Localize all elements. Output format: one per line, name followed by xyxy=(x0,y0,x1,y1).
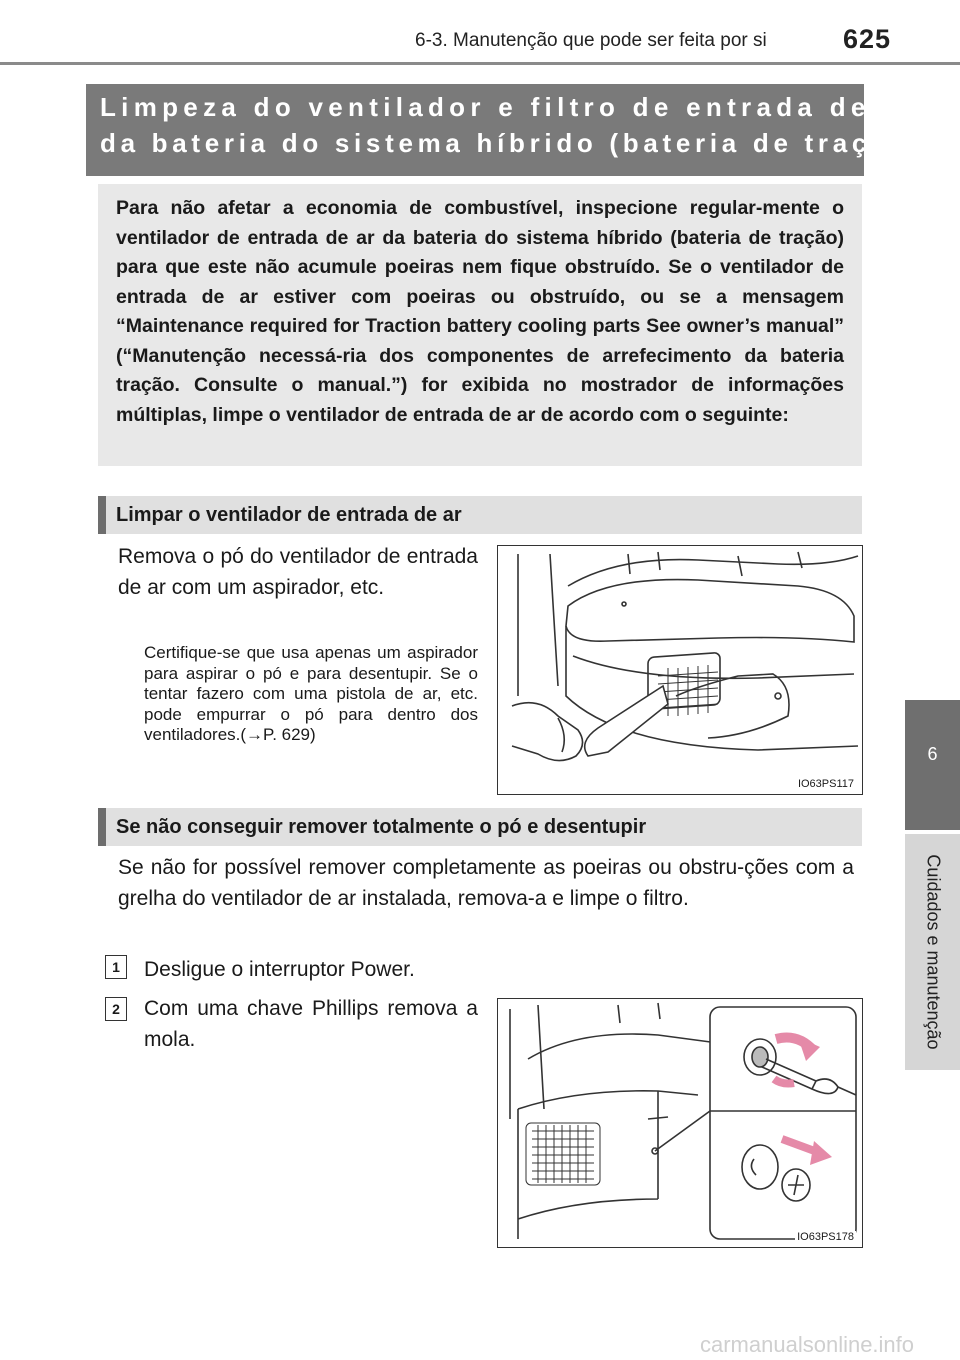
step-text-2: Com uma chave Phillips remova a mola. xyxy=(144,997,478,1051)
clip-illustration xyxy=(498,999,862,1247)
section-breadcrumb: 6-3. Manutenção que pode ser feita por si xyxy=(415,30,767,51)
figure-label: IO63PS117 xyxy=(797,778,854,790)
section1-note: Certifique-se que usa apenas um aspirador para aspirar o pó e para desentupir. Se o tentar fazero com uma pistola de ar, etc. pode empurrar o pó para dentro dos ventiladores.(→P. 629) xyxy=(144,643,478,744)
step-text-1: Desligue o interruptor Power. xyxy=(144,958,415,981)
header-divider xyxy=(0,62,960,65)
watermark: carmanualsonline.info xyxy=(700,1332,915,1357)
chapter-title: Cuidados e manutenção xyxy=(923,854,943,1050)
page-number: 625 xyxy=(843,24,892,54)
page-title xyxy=(86,84,925,176)
section2-body: Se não for possível remover completamente as poeiras ou obstru-ções com a grelha do ventilador de ar instalada, remova-a e limpe o filtro. xyxy=(118,856,854,910)
title-line-2: da bateria do sistema híbrido (bateria de tração) xyxy=(100,128,925,158)
figure-label: IO63PS178 xyxy=(797,1231,854,1243)
vacuum-illustration xyxy=(498,546,862,794)
step-number-1: 1 xyxy=(105,955,127,979)
section-heading-text: Limpar o ventilador de entrada de ar xyxy=(116,504,462,526)
section-heading-clean-fan xyxy=(98,496,862,534)
step-number-2: 2 xyxy=(105,997,127,1021)
section-heading-text: Se não conseguir remover totalmente o pó e desentupir xyxy=(116,816,647,838)
section1-body: Remova o pó do ventilador de entrada de ar com um aspirador, etc. xyxy=(118,545,478,599)
heading-bar xyxy=(98,808,106,846)
chapter-title-tab xyxy=(905,834,960,1070)
section-heading-remove-grille xyxy=(98,808,862,846)
figure-vacuum-fan xyxy=(497,545,863,795)
intro-text: Para não afetar a economia de combustível, inspecione regular-mente o ventilador de entrada de ar da bateria do sistema híbrido (bateria de tração) para que este não acumule poeiras nem fique obstruído. Se o ventilador de entrada de ar estiver com poeiras ou obstruído, ou se a mensagem “Maintenance required for Traction battery cooling parts See owner’s manual” (“Manutenção necessá-ria dos componentes de arrefecimento da bateria tração. Consulte o manual.”) for exibida no mostrador de informações múltiplas, limpe o ventilador de entrada de ar de acordo com o seguinte: xyxy=(116,197,844,426)
heading-bar xyxy=(98,496,106,534)
chapter-tab[interactable] xyxy=(905,700,960,830)
title-line-1: Limpeza do ventilador e filtro de entrada de ar xyxy=(100,92,919,122)
intro-box xyxy=(98,184,862,466)
figure-remove-clip xyxy=(497,998,863,1248)
chapter-number: 6 xyxy=(927,744,938,764)
